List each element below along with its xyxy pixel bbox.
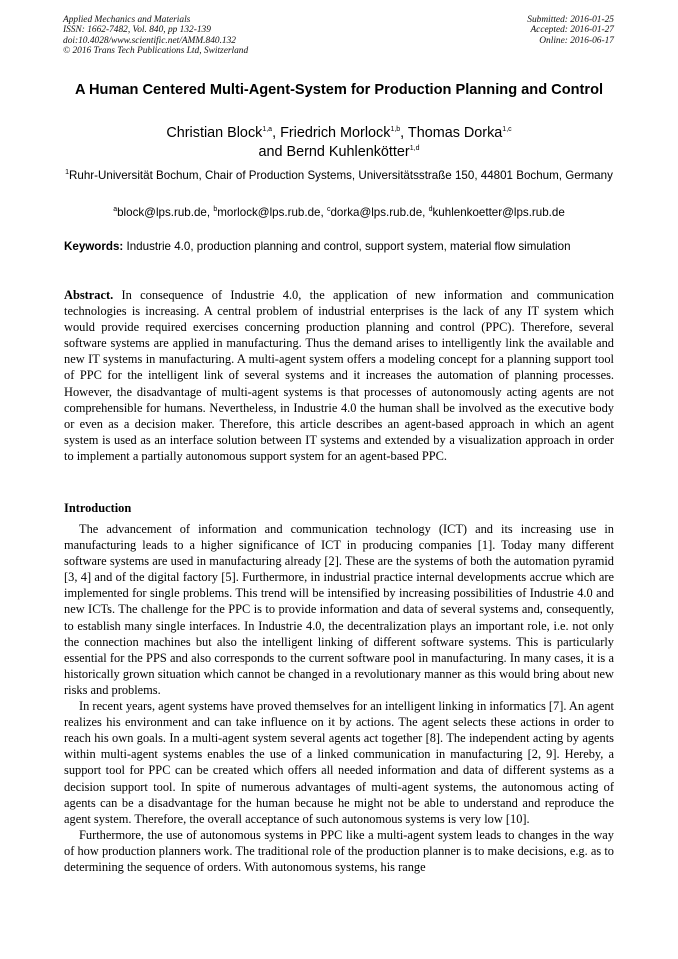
affiliation: $^1$Ruhr-Universität Bochum, Chair of Production Systems, Universitätsstraße 150, 44801 Bochum, Germany	[65, 169, 613, 182]
paragraph: Furthermore, the use of autonomous systems in PPC like a multi-agent system leads to changes in the way of how production planners work. The traditional role of the production planner is to make decisions, e.g. as to determining the sequence of orders. With autonomous systems, his range	[64, 827, 614, 874]
abstract	[64, 287, 614, 464]
paper-title: A Human Centered Multi-Agent-System for Production Planning and Control	[74, 82, 604, 98]
publication-dates	[527, 15, 614, 46]
author: Thomas Dorka$^{1,c}$	[407, 125, 512, 141]
copyright-line: © 2016 Trans Tech Publications Ltd, Switzerland	[63, 46, 249, 57]
keywords-label: Keywords:	[64, 240, 124, 253]
abstract-text: In consequence of Industrie 4.0, the application of new information and communication technologies is increasing. A central problem of industrial enterprises is the lack of any IT system which would provide required exercises concerning production planning and control (PPC). Therefore, several software systems are applied in manufacturing. Thus the demand arises to intelligently link the available and new IT systems in manufacturing. A multi-agent system offers a modeling concept for a planning support tool of PPC for the intelligent link of several systems and it increases the automation of planning processes. However, the disadvantage of multi-agent systems is that processes of autonomously acting agents are not comprehensible for humans. Nevertheless, in Industrie 4.0 the human shall be involved as the executive body or even as a decision maker. Therefore, this article describes an agent-based approach in which an agent system is used as an interface solution between IT systems and extended by a visualization approach in order to implement a partially autonomous support system for an agent-based PPC.	[64, 288, 615, 463]
email: $^b$morlock@lps.rub.de,	[213, 206, 327, 219]
section-heading: Introduction	[64, 501, 132, 515]
email: $^d$kuhlenkoetter@lps.rub.de	[428, 206, 565, 219]
journal-name: Applied Mechanics and Materials	[63, 15, 191, 25]
author: and Bernd Kuhlenkötter$^{1,d}$	[258, 144, 420, 160]
issn-line: ISSN: 1662-7482, Vol. 840, pp 132-139	[63, 25, 211, 36]
submitted-date: Submitted: 2016-01-25	[527, 15, 614, 25]
journal-info	[63, 15, 248, 57]
author: Christian Block$^{1,a}$,	[166, 125, 281, 141]
email-list	[64, 205, 614, 220]
abstract-label: Abstract.	[64, 288, 114, 302]
paragraph: In recent years, agent systems have proved themselves for an intelligent linking in informatics [7]. An agent realizes his environment and can take influence on it by actions. The agent selects these actions in order to reach his own goals. In a multi-agent system several agents act together [8]. The independent acting by agents within multi-agent systems enables the use of a linked communication in manufacturing [2, 9]. Hereby, a support tool for PPC can be created which offers all needed information and data of different systems as a decision support tool. In spite of numerous advantages of multi-agent systems, the autonomous acting of agents can be a disadvantage for the human because he might not be able to understand and reproduce the agent system. Therefore, the overall acceptance of such autonomous systems is very low [10].	[64, 699, 614, 826]
keywords-text: Industrie 4.0, production planning and control, support system, material flow simulation	[126, 240, 571, 253]
body-text	[64, 521, 614, 875]
doi-line: doi:10.4028/www.scientific.net/AMM.840.132	[63, 35, 236, 46]
keywords	[64, 239, 614, 255]
author: Friedrich Morlock$^{1,b}$,	[280, 125, 408, 141]
accepted-date: Accepted: 2016-01-27	[530, 25, 614, 36]
email: $^c$dorka@lps.rub.de,	[326, 206, 429, 219]
online-date: Online: 2016-06-17	[539, 35, 614, 46]
email: $^a$block@lps.rub.de,	[113, 206, 214, 219]
author-list	[64, 124, 614, 162]
paragraph: The advancement of information and communication technology (ICT) and its increasing use in manufacturing leads to a higher significance of ICT in producing companies [1]. Today many different software systems are used in manufacturing already [2]. These are the systems of both the automation pyramid [3, 4] and of the digital factory [5]. Furthermore, in industrial practice internal developments accrue which are implemented for single problems. This trend will be intensified by increasing possibilities of Industrie 4.0 and new ICTs. The challenge for the PPC is to provide information and data of several systems and, consequently, to establish many single interfaces. In Industrie 4.0, the decentralization plays an important role, i.e. not only the connection machines but also the intelligent linking of different software systems. This is particularly essential for the PPS and also corresponds to the current software pool in manufacturing. In many cases, it is a historically grown situation which cannot be changed in a revolutionary manner as this would bring about new risks and problems.	[64, 522, 614, 697]
